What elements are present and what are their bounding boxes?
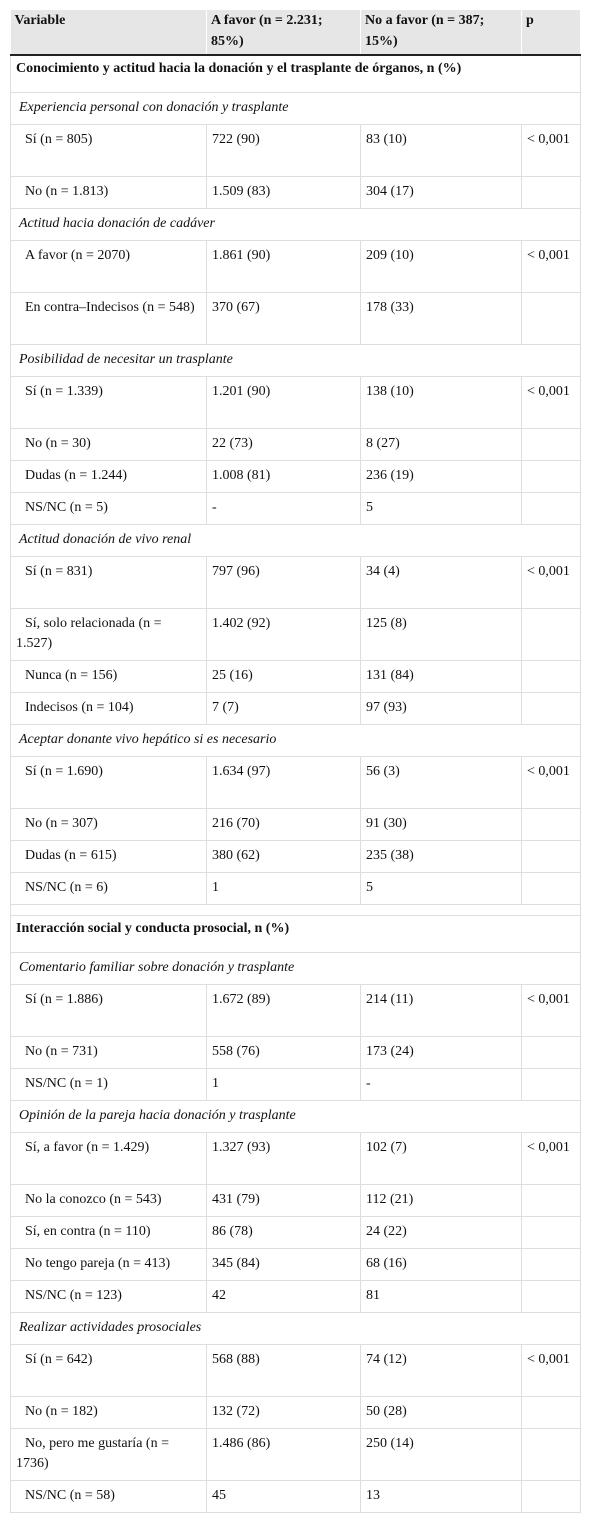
a-favor-cell: 42 <box>207 1281 361 1313</box>
variable-cell: Sí (n = 831) <box>11 557 207 609</box>
section-title: Conocimiento y actitud hacia la donación y el trasplante de órganos, n (%) <box>11 55 581 93</box>
variable-cell: Sí (n = 1.690) <box>11 757 207 809</box>
a-favor-cell: 22 (73) <box>207 429 361 461</box>
p-value-cell: < 0,001 <box>522 377 581 429</box>
p-value-cell: < 0,001 <box>522 1345 581 1397</box>
table-row <box>11 985 581 1037</box>
p-value-cell <box>522 873 581 905</box>
variable-cell: NS/NC (n = 5) <box>11 493 207 525</box>
p-value-cell: < 0,001 <box>522 757 581 809</box>
p-value-cell <box>522 1069 581 1101</box>
table-row <box>11 1069 581 1101</box>
subsection-title: Comentario familiar sobre donación y trasplante <box>11 953 581 985</box>
no-a-favor-cell: 138 (10) <box>361 377 522 429</box>
a-favor-cell: 45 <box>207 1481 361 1513</box>
subsection-row <box>11 345 581 377</box>
subsection-title: Realizar actividades prosociales <box>11 1313 581 1345</box>
no-a-favor-cell: 235 (38) <box>361 841 522 873</box>
p-value-cell <box>522 1037 581 1069</box>
a-favor-cell: 380 (62) <box>207 841 361 873</box>
no-a-favor-cell: 97 (93) <box>361 693 522 725</box>
a-favor-cell: 370 (67) <box>207 293 361 345</box>
table-row <box>11 1429 581 1481</box>
a-favor-cell: 558 (76) <box>207 1037 361 1069</box>
table-row <box>11 1397 581 1429</box>
a-favor-cell: 1.672 (89) <box>207 985 361 1037</box>
table-row <box>11 461 581 493</box>
data-table <box>10 10 581 1513</box>
a-favor-cell: - <box>207 493 361 525</box>
spacer-row <box>11 905 581 916</box>
a-favor-cell: 431 (79) <box>207 1185 361 1217</box>
table-row <box>11 809 581 841</box>
subsection-row <box>11 1101 581 1133</box>
a-favor-cell: 797 (96) <box>207 557 361 609</box>
no-a-favor-cell: 304 (17) <box>361 177 522 209</box>
subsection-title: Aceptar donante vivo hepático si es necesario <box>11 725 581 757</box>
p-value-cell <box>522 1281 581 1313</box>
p-value-cell <box>522 809 581 841</box>
table-row <box>11 557 581 609</box>
no-a-favor-cell: 8 (27) <box>361 429 522 461</box>
a-favor-cell: 1.861 (90) <box>207 241 361 293</box>
a-favor-cell: 568 (88) <box>207 1345 361 1397</box>
no-a-favor-cell: 214 (11) <box>361 985 522 1037</box>
p-value-cell <box>522 1397 581 1429</box>
no-a-favor-cell: 102 (7) <box>361 1133 522 1185</box>
a-favor-cell: 1.486 (86) <box>207 1429 361 1481</box>
subsection-title: Opinión de la pareja hacia donación y trasplante <box>11 1101 581 1133</box>
variable-cell: NS/NC (n = 1) <box>11 1069 207 1101</box>
no-a-favor-cell: 236 (19) <box>361 461 522 493</box>
p-value-cell <box>522 1249 581 1281</box>
p-value-cell: < 0,001 <box>522 557 581 609</box>
no-a-favor-cell: 5 <box>361 493 522 525</box>
a-favor-cell: 1.201 (90) <box>207 377 361 429</box>
subsection-row <box>11 209 581 241</box>
table-row <box>11 757 581 809</box>
p-value-cell: < 0,001 <box>522 1133 581 1185</box>
variable-cell: Sí (n = 1.886) <box>11 985 207 1037</box>
variable-cell: No (n = 182) <box>11 1397 207 1429</box>
variable-cell: Sí (n = 642) <box>11 1345 207 1397</box>
subsection-title: Actitud donación de vivo renal <box>11 525 581 557</box>
p-value-cell <box>522 429 581 461</box>
variable-cell: Sí, a favor (n = 1.429) <box>11 1133 207 1185</box>
variable-cell: NS/NC (n = 6) <box>11 873 207 905</box>
a-favor-cell: 1 <box>207 1069 361 1101</box>
no-a-favor-cell: - <box>361 1069 522 1101</box>
table-row <box>11 661 581 693</box>
a-favor-cell: 345 (84) <box>207 1249 361 1281</box>
column-header-a-favor: A favor (n = 2.231; 85%) <box>207 10 361 55</box>
table-body <box>11 55 581 1513</box>
no-a-favor-cell: 74 (12) <box>361 1345 522 1397</box>
p-value-cell <box>522 1217 581 1249</box>
table-row <box>11 293 581 345</box>
variable-cell: A favor (n = 2070) <box>11 241 207 293</box>
p-value-cell <box>522 1429 581 1481</box>
no-a-favor-cell: 112 (21) <box>361 1185 522 1217</box>
no-a-favor-cell: 178 (33) <box>361 293 522 345</box>
no-a-favor-cell: 81 <box>361 1281 522 1313</box>
subsection-row <box>11 725 581 757</box>
a-favor-cell: 1 <box>207 873 361 905</box>
p-value-cell <box>522 461 581 493</box>
p-value-cell <box>522 293 581 345</box>
no-a-favor-cell: 24 (22) <box>361 1217 522 1249</box>
variable-cell: No (n = 307) <box>11 809 207 841</box>
a-favor-cell: 1.008 (81) <box>207 461 361 493</box>
no-a-favor-cell: 209 (10) <box>361 241 522 293</box>
p-value-cell <box>522 177 581 209</box>
no-a-favor-cell: 50 (28) <box>361 1397 522 1429</box>
column-header-no-a-favor: No a favor (n = 387; 15%) <box>361 10 522 55</box>
table-row <box>11 125 581 177</box>
variable-cell: No (n = 731) <box>11 1037 207 1069</box>
a-favor-cell: 25 (16) <box>207 661 361 693</box>
variable-cell: NS/NC (n = 58) <box>11 1481 207 1513</box>
no-a-favor-cell: 91 (30) <box>361 809 522 841</box>
variable-cell: Sí (n = 1.339) <box>11 377 207 429</box>
table-row <box>11 1185 581 1217</box>
variable-cell: No tengo pareja (n = 413) <box>11 1249 207 1281</box>
table-row <box>11 377 581 429</box>
table-row <box>11 841 581 873</box>
table-row <box>11 1345 581 1397</box>
no-a-favor-cell: 68 (16) <box>361 1249 522 1281</box>
a-favor-cell: 1.327 (93) <box>207 1133 361 1185</box>
no-a-favor-cell: 83 (10) <box>361 125 522 177</box>
section-title: Interacción social y conducta prosocial, n (%) <box>11 916 581 953</box>
column-header-variable: Variable <box>11 10 207 55</box>
p-value-cell: < 0,001 <box>522 125 581 177</box>
p-value-cell <box>522 661 581 693</box>
variable-cell: Indecisos (n = 104) <box>11 693 207 725</box>
table-row <box>11 429 581 461</box>
no-a-favor-cell: 56 (3) <box>361 757 522 809</box>
section-header-row <box>11 916 581 953</box>
no-a-favor-cell: 173 (24) <box>361 1037 522 1069</box>
p-value-cell: < 0,001 <box>522 241 581 293</box>
table-row <box>11 1281 581 1313</box>
p-value-cell <box>522 1481 581 1513</box>
variable-cell: Sí, solo relacionada (n = 1.527) <box>11 609 207 661</box>
subsection-title: Experiencia personal con donación y trasplante <box>11 93 581 125</box>
subsection-row <box>11 525 581 557</box>
table-row <box>11 1037 581 1069</box>
variable-cell: Sí, en contra (n = 110) <box>11 1217 207 1249</box>
variable-cell: No, pero me gustaría (n = 1736) <box>11 1429 207 1481</box>
a-favor-cell: 1.509 (83) <box>207 177 361 209</box>
variable-cell: No (n = 1.813) <box>11 177 207 209</box>
a-favor-cell: 1.634 (97) <box>207 757 361 809</box>
variable-cell: NS/NC (n = 123) <box>11 1281 207 1313</box>
no-a-favor-cell: 250 (14) <box>361 1429 522 1481</box>
p-value-cell <box>522 609 581 661</box>
section-header-row <box>11 55 581 93</box>
table-row <box>11 693 581 725</box>
a-favor-cell: 132 (72) <box>207 1397 361 1429</box>
no-a-favor-cell: 125 (8) <box>361 609 522 661</box>
no-a-favor-cell: 5 <box>361 873 522 905</box>
table-row <box>11 241 581 293</box>
variable-cell: Dudas (n = 615) <box>11 841 207 873</box>
a-favor-cell: 216 (70) <box>207 809 361 841</box>
p-value-cell <box>522 693 581 725</box>
table-row <box>11 493 581 525</box>
variable-cell: En contra–Indecisos (n = 548) <box>11 293 207 345</box>
table-row <box>11 1217 581 1249</box>
p-value-cell <box>522 1185 581 1217</box>
table-row <box>11 1481 581 1513</box>
variable-cell: No (n = 30) <box>11 429 207 461</box>
a-favor-cell: 722 (90) <box>207 125 361 177</box>
table-row <box>11 177 581 209</box>
subsection-title: Posibilidad de necesitar un trasplante <box>11 345 581 377</box>
no-a-favor-cell: 13 <box>361 1481 522 1513</box>
subsection-row <box>11 953 581 985</box>
subsection-row <box>11 1313 581 1345</box>
p-value-cell <box>522 493 581 525</box>
variable-cell: No la conozco (n = 543) <box>11 1185 207 1217</box>
no-a-favor-cell: 131 (84) <box>361 661 522 693</box>
column-header-p: p <box>522 10 581 55</box>
spacer-cell <box>11 905 581 916</box>
subsection-title: Actitud hacia donación de cadáver <box>11 209 581 241</box>
variable-cell: Sí (n = 805) <box>11 125 207 177</box>
subsection-row <box>11 93 581 125</box>
table-row <box>11 873 581 905</box>
a-favor-cell: 7 (7) <box>207 693 361 725</box>
a-favor-cell: 1.402 (92) <box>207 609 361 661</box>
table-row <box>11 609 581 661</box>
p-value-cell <box>522 841 581 873</box>
table-row <box>11 1133 581 1185</box>
variable-cell: Nunca (n = 156) <box>11 661 207 693</box>
variable-cell: Dudas (n = 1.244) <box>11 461 207 493</box>
no-a-favor-cell: 34 (4) <box>361 557 522 609</box>
table-row <box>11 1249 581 1281</box>
a-favor-cell: 86 (78) <box>207 1217 361 1249</box>
table-header-row <box>11 10 581 55</box>
p-value-cell: < 0,001 <box>522 985 581 1037</box>
